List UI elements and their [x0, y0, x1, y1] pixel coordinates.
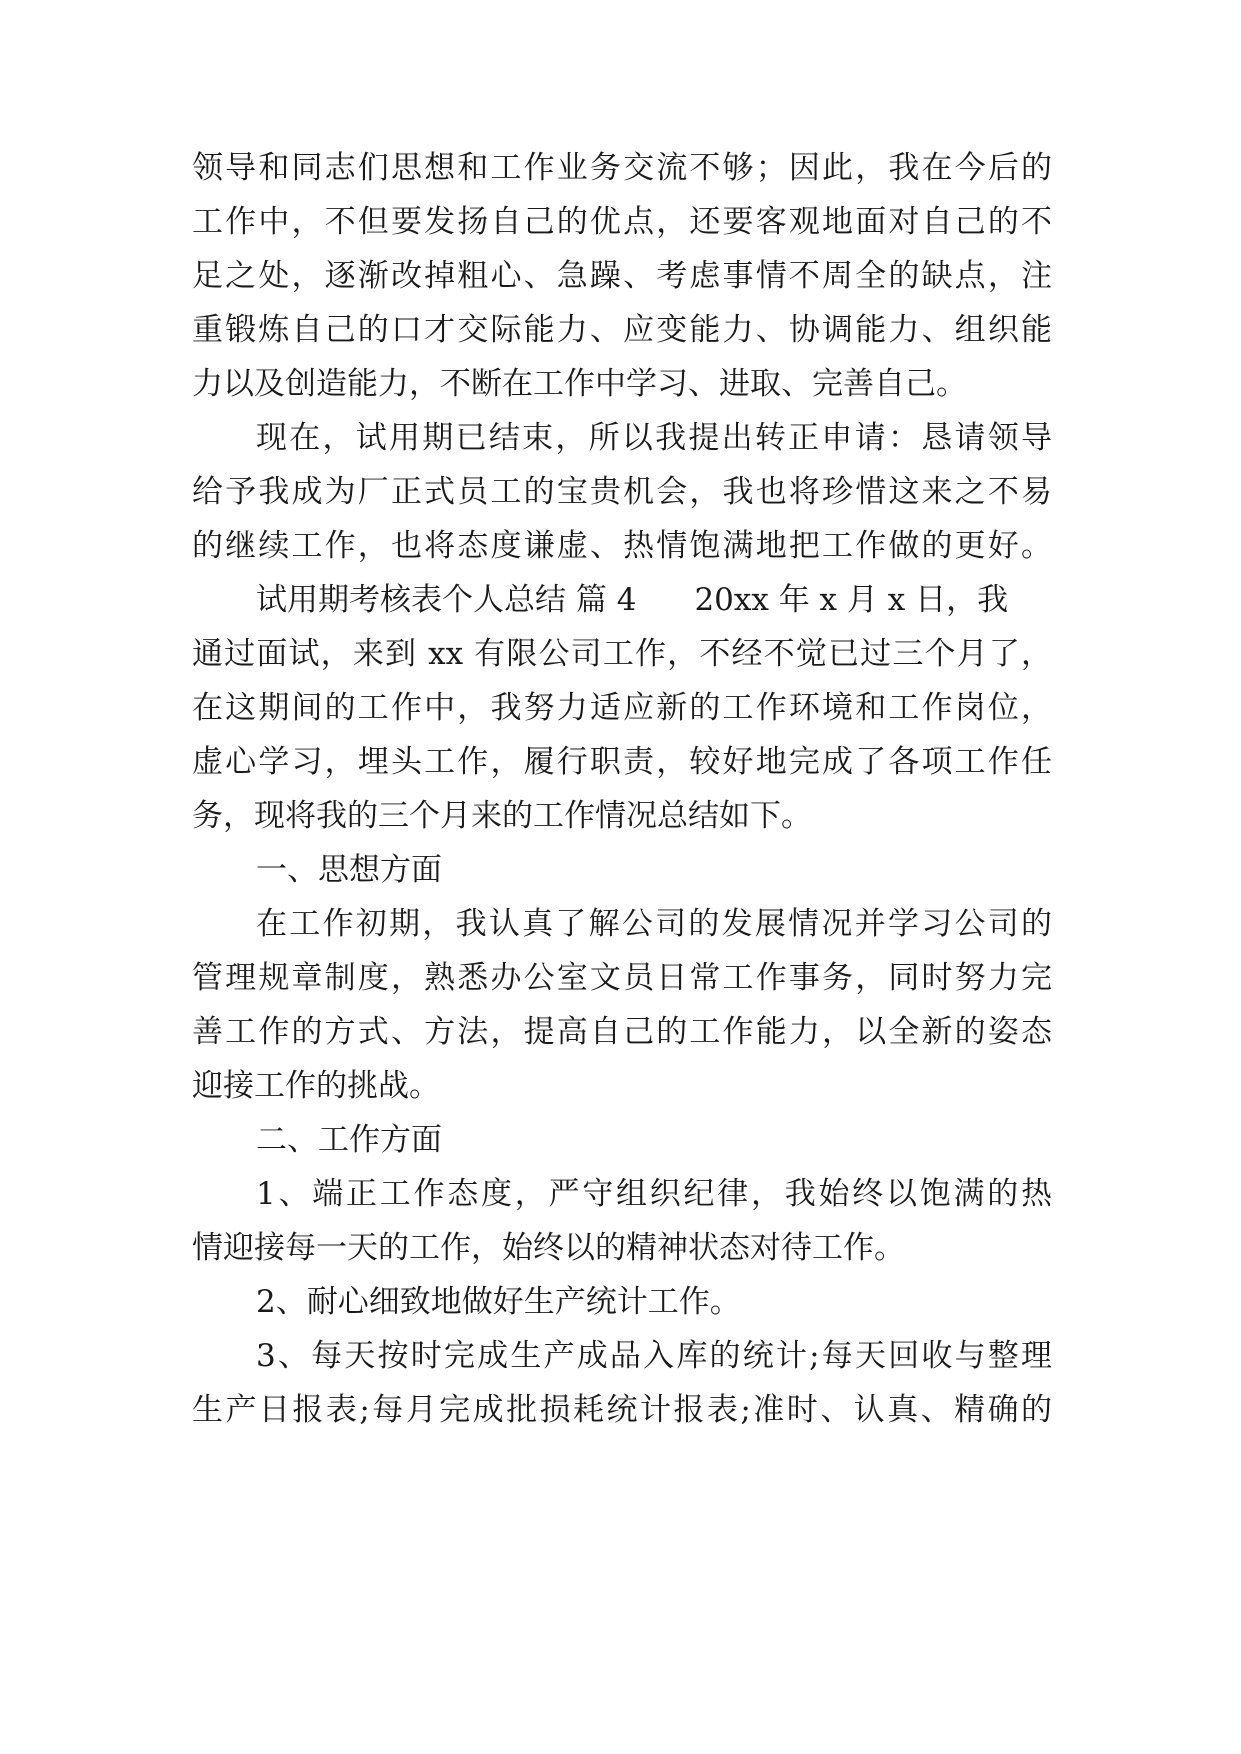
- text-line: 管理规章制度，熟悉办公室文员日常工作事务，同时努力完: [192, 960, 1052, 996]
- text-line: 情迎接每一天的工作，始终以的精神状态对待工作。: [192, 1230, 905, 1266]
- text-line: 的继续工作，也将态度谦虚、热情饱满地把工作做的更好。: [192, 528, 1052, 564]
- subheading: 一、思想方面: [256, 852, 442, 888]
- text-line: 足之处，逐渐改掉粗心、急躁、考虑事情不周全的缺点，注: [192, 258, 1052, 294]
- subheading: 二、工作方面: [256, 1122, 442, 1158]
- text-line: 迎接工作的挑战。: [192, 1068, 440, 1104]
- text-line: 务，现将我的三个月来的工作情况总结如下。: [192, 798, 812, 834]
- text-line: 领导和同志们思想和工作业务交流不够；因此，我在今后的: [192, 150, 1052, 186]
- text-line: 善工作的方式、方法，提高自己的工作能力，以全新的姿态: [192, 1014, 1052, 1050]
- text-line: 通过面试，来到 xx 有限公司工作，不经不觉已过三个月了，: [192, 636, 1052, 672]
- paragraph-first-line: 2、耐心细致地做好生产统计工作。: [256, 1284, 741, 1320]
- section-heading: 试用期考核表个人总结 篇 4: [256, 582, 637, 618]
- paragraph-first-line: 现在，试用期已结束，所以我提出转正申请：恳请领导: [256, 420, 1052, 456]
- paragraph-first-line: 3、每天按时完成生产成品入库的统计;每天回收与整理: [256, 1338, 1052, 1374]
- text-line: 给予我成为厂正式员工的宝贵机会，我也将珍惜这来之不易: [192, 474, 1052, 510]
- date-text: 20xx 年 x 月 x 日，我: [694, 582, 1009, 618]
- text-line: 工作中，不但要发扬自己的优点，还要客观地面对自己的不: [192, 204, 1052, 240]
- paragraph-first-line: 1、端正工作态度，严守组织纪律，我始终以饱满的热: [256, 1176, 1052, 1212]
- paragraph-first-line: 在工作初期，我认真了解公司的发展情况并学习公司的: [256, 906, 1052, 942]
- text-line: 在这期间的工作中，我努力适应新的工作环境和工作岗位，: [192, 690, 1052, 726]
- text-line: 力以及创造能力，不断在工作中学习、进取、完善自己。: [192, 366, 967, 402]
- text-line: 虚心学习，埋头工作，履行职责，较好地完成了各项工作任: [192, 744, 1052, 780]
- text-line: 重锻炼自己的口才交际能力、应变能力、协调能力、组织能: [192, 312, 1052, 348]
- section-heading-line: [256, 578, 1052, 622]
- text-line: 生产日报表;每月完成批损耗统计报表;准时、认真、精确的: [192, 1392, 1052, 1428]
